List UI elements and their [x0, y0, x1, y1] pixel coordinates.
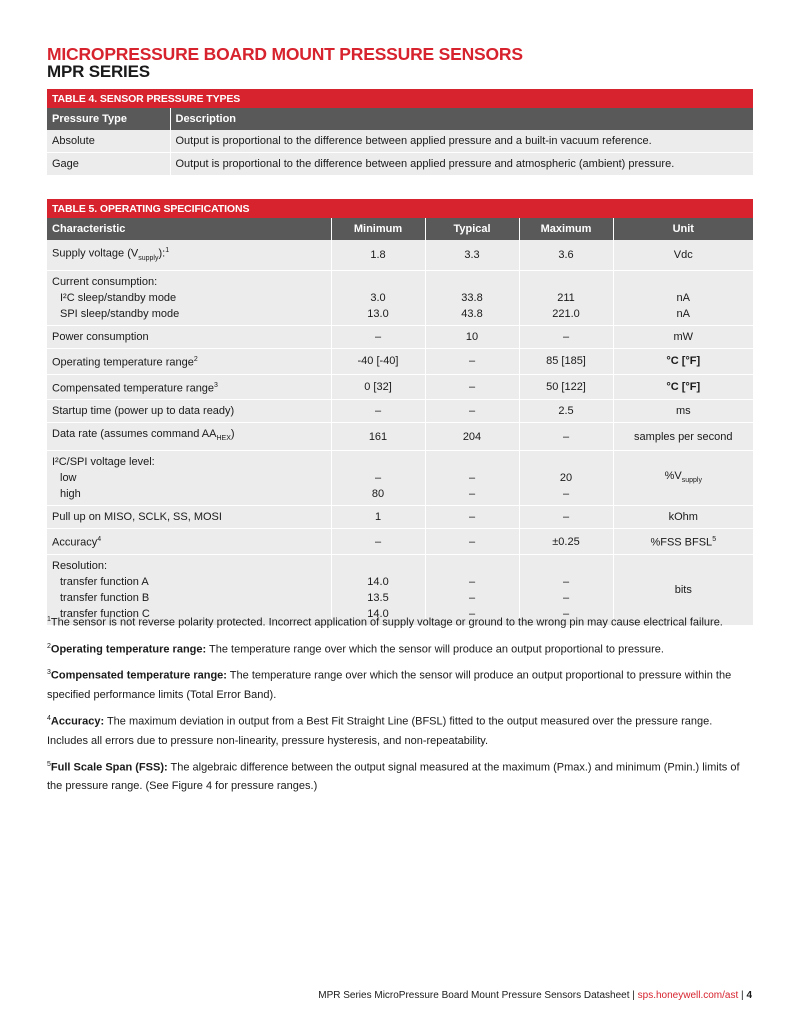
characteristic-label: Data rate (assumes command $AA_{HEX}$) [47, 423, 331, 451]
column-header: Characteristic [47, 218, 331, 240]
typ-value: – – [425, 451, 519, 506]
page-number: 4 [746, 990, 752, 1001]
typ-value: 204 [425, 423, 519, 451]
sensor-pressure-types-table [47, 89, 753, 176]
table-row [47, 130, 753, 153]
footnotes [47, 610, 753, 800]
max-value: 2.5 [519, 400, 613, 423]
typ-value: – [425, 506, 519, 529]
pressure-type: Gage [47, 153, 170, 176]
footnote-1: $^1$The sensor is not reverse polarity protected. Incorrect application of supply voltage or ground to the wrong pin may cause electrical failure. [47, 616, 723, 629]
min-value: -40 [-40] [331, 348, 425, 374]
unit-value: kOhm [613, 506, 753, 529]
operating-specifications-table [47, 199, 753, 626]
footnote-3: $^3$Compensated temperature range: The temperature range over which the sensor will produce an output proportional to pressure within the specified performance limits (Total Error Band). [47, 669, 732, 701]
typ-value: 10 [425, 325, 519, 348]
table-row [47, 240, 753, 270]
typ-value: – [425, 374, 519, 400]
column-header: Description [170, 108, 753, 130]
max-value: – – – [519, 555, 613, 626]
column-header: Typical [425, 218, 519, 240]
max-value: 20 – [519, 451, 613, 506]
min-value: – [331, 325, 425, 348]
unit-value: °C [°F] [613, 348, 753, 374]
characteristic-label: Resolution: transfer function A transfer function B transfer function C [47, 555, 331, 626]
characteristic-label: Compensated temperature range$^3$ [47, 374, 331, 400]
min-value: – [331, 400, 425, 423]
characteristic-label: Accuracy$^4$ [47, 529, 331, 555]
typ-value: 3.3 [425, 240, 519, 270]
table-row [47, 348, 753, 374]
unit-value: bits [613, 555, 753, 626]
max-value: ±0.25 [519, 529, 613, 555]
max-value: 211 221.0 [519, 270, 613, 325]
characteristic-label: Pull up on MISO, SCLK, SS, MOSI [47, 506, 331, 529]
min-value: 0 [32] [331, 374, 425, 400]
table-row [47, 325, 753, 348]
typ-value: – [425, 348, 519, 374]
min-value: 14.0 13.5 14.0 [331, 555, 425, 626]
table-row [47, 400, 753, 423]
min-value: 1 [331, 506, 425, 529]
column-header: Pressure Type [47, 108, 170, 130]
footer-link[interactable]: sps.honeywell.com/ast [637, 990, 739, 1001]
typ-value: 33.8 43.8 [425, 270, 519, 325]
table-row [47, 374, 753, 400]
max-value: 85 [185] [519, 348, 613, 374]
unit-value: ms [613, 400, 753, 423]
characteristic-label: Startup time (power up to data ready) [47, 400, 331, 423]
page-title: MICROPRESSURE BOARD MOUNT PRESSURE SENSORS [47, 44, 523, 64]
table-row [47, 529, 753, 555]
table-caption: TABLE 5. OPERATING SPECIFICATIONS [47, 199, 753, 218]
characteristic-label: Current consumption: I²C sleep/standby mode SPI sleep/standby mode [47, 270, 331, 325]
footer-doc-title: MPR Series MicroPressure Board Mount Pressure Sensors Datasheet [318, 990, 630, 1001]
typ-value: – [425, 400, 519, 423]
typ-value: – – – [425, 555, 519, 626]
unit-value: $\%V_{supply}$ [613, 451, 753, 506]
min-value: – [331, 529, 425, 555]
column-header: Unit [613, 218, 753, 240]
unit-value: %FSS BFSL$^5$ [613, 529, 753, 555]
table-row [47, 153, 753, 176]
footnote-5: $^5$Full Scale Span (FSS): The algebraic difference between the output signal measured at the maximum (Pmax.) and minimum (Pmin.) limits of the pressure range. (See Figure 4 for pressure ranges.) [47, 760, 740, 793]
unit-value: nA nA [613, 270, 753, 325]
pressure-description: Output is proportional to the difference between applied pressure and atmospheric (ambient) pressure. [170, 153, 753, 176]
pressure-description: Output is proportional to the difference between applied pressure and a built-in vacuum reference. [170, 130, 753, 153]
characteristic-label: I²C/SPI voltage level: low high [47, 451, 331, 506]
min-value: 3.0 13.0 [331, 270, 425, 325]
characteristic-label: Operating temperature range$^2$ [47, 348, 331, 374]
unit-value: Vdc [613, 240, 753, 270]
footnote-2: $^2$Operating temperature range: The temperature range over which the sensor will produce an output proportional to pressure. [47, 642, 664, 656]
table-row [47, 506, 753, 529]
unit-value: samples per second [613, 423, 753, 451]
table-row [47, 423, 753, 451]
page-subtitle: MPR SERIES [47, 62, 150, 81]
page-footer: MPR Series MicroPressure Board Mount Pressure Sensors Datasheet | sps.honeywell.com/ast | 4 [318, 990, 752, 1001]
pressure-type: Absolute [47, 130, 170, 153]
max-value: 50 [122] [519, 374, 613, 400]
column-header: Maximum [519, 218, 613, 240]
min-value: 1.8 [331, 240, 425, 270]
min-value: – 80 [331, 451, 425, 506]
max-value: – [519, 423, 613, 451]
max-value: – [519, 506, 613, 529]
max-value: – [519, 325, 613, 348]
footnote-4: $^4$Accuracy: The maximum deviation in output from a Best Fit Straight Line (BFSL) fitted to the output measured over the pressure range. Includes all errors due to pressure non-linearity, pressure hysteresis, and non-repeatability. [47, 714, 713, 747]
table-caption: TABLE 4. SENSOR PRESSURE TYPES [47, 89, 753, 108]
characteristic-label: Power consumption [47, 325, 331, 348]
unit-value: °C [°F] [613, 374, 753, 400]
table-row [47, 270, 753, 325]
unit-value: mW [613, 325, 753, 348]
characteristic-label: Supply voltage $(V_{supply}):^1$ [47, 240, 331, 270]
typ-value: – [425, 529, 519, 555]
min-value: 161 [331, 423, 425, 451]
max-value: 3.6 [519, 240, 613, 270]
table-row [47, 451, 753, 506]
column-header: Minimum [331, 218, 425, 240]
